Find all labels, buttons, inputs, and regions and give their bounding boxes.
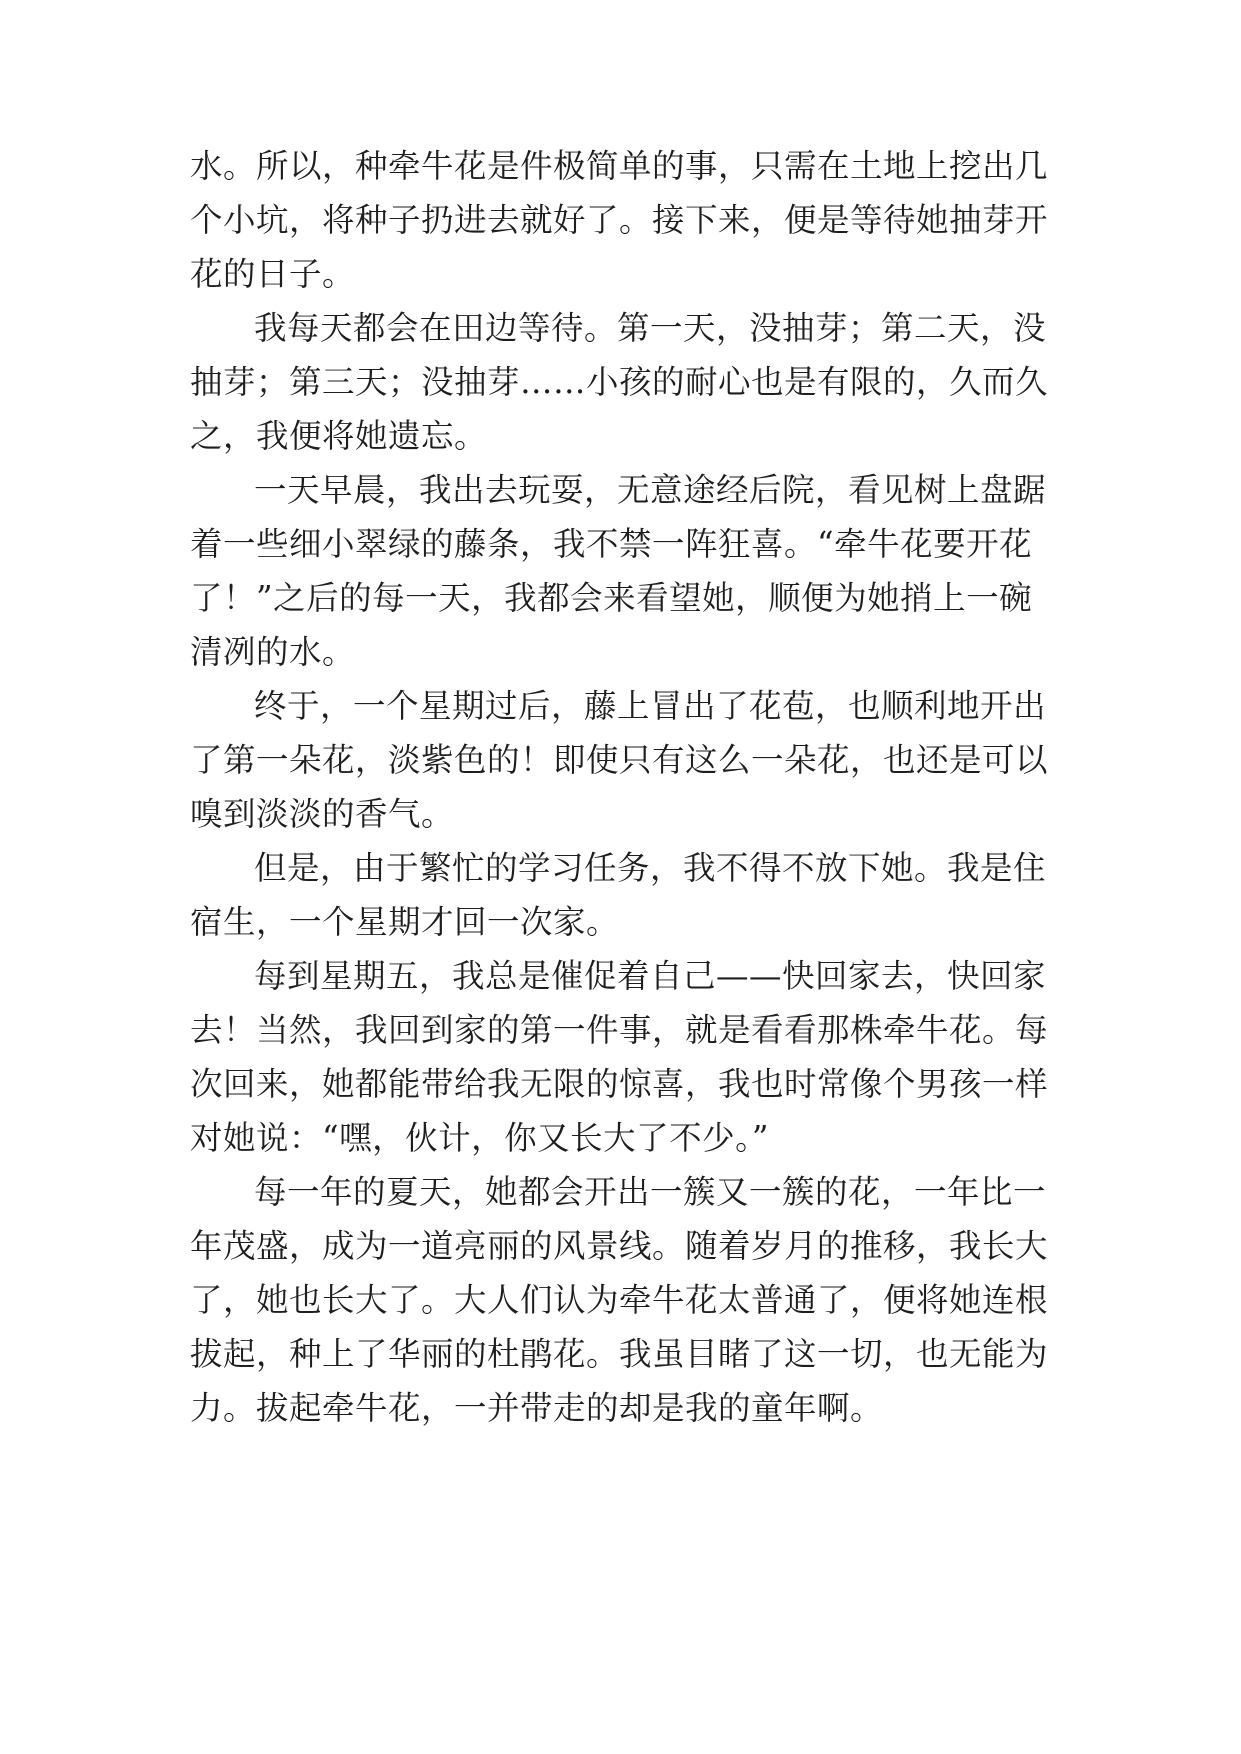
paragraph-first-line: 每一年的夏天，她都会开出一簇又一簇的花，一年比一 bbox=[254, 1173, 1047, 1211]
paragraph-first-line: 终于，一个星期过后，藤上冒出了花苞，也顺利地开出 bbox=[254, 687, 1047, 725]
text-line: 了，她也长大了。大人们认为牵牛花太普通了，便将她连根 bbox=[190, 1281, 1049, 1319]
paragraph-first-line: 我每天都会在田边等待。第一天，没抽芽；第二天，没 bbox=[254, 309, 1047, 347]
text-line: 对她说：“嘿，伙计，你又长大了不少。” bbox=[190, 1119, 769, 1157]
text-line: 宿生，一个星期才回一次家。 bbox=[190, 903, 620, 941]
text-line: 个小坑，将种子扔进去就好了。接下来，便是等待她抽芽开 bbox=[190, 201, 1049, 239]
text-line: 次回来，她都能带给我无限的惊喜，我也时常像个男孩一样 bbox=[190, 1065, 1049, 1103]
paragraph-first-line: 一天早晨，我出去玩耍，无意途经后院，看见树上盘踞 bbox=[254, 471, 1047, 509]
text-line: 嗅到淡淡的香气。 bbox=[190, 795, 455, 833]
text-line: 拔起，种上了华丽的杜鹃花。我虽目睹了这一切，也无能为 bbox=[190, 1335, 1049, 1373]
text-line: 水。所以，种牵牛花是件极简单的事，只需在土地上挖出几 bbox=[190, 147, 1049, 185]
text-line: 年茂盛，成为一道亮丽的风景线。随着岁月的推移，我长大 bbox=[190, 1227, 1049, 1265]
text-line: 了！”之后的每一天，我都会来看望她，顺便为她捎上一碗 bbox=[190, 579, 1033, 617]
text-line: 去！当然，我回到家的第一件事，就是看看那株牵牛花。每 bbox=[190, 1011, 1049, 1049]
text-line: 花的日子。 bbox=[190, 255, 356, 293]
text-line: 之，我便将她遗忘。 bbox=[190, 417, 488, 455]
text-line: 抽芽；第三天；没抽芽……小孩的耐心也是有限的，久而久 bbox=[190, 363, 1049, 401]
text-line: 着一些细小翠绿的藤条，我不禁一阵狂喜。“牵牛花要开花 bbox=[190, 525, 1033, 563]
paragraph-first-line: 每到星期五，我总是催促着自己——快回家去，快回家 bbox=[254, 957, 1047, 995]
text-line: 力。拔起牵牛花，一并带走的却是我的童年啊。 bbox=[190, 1389, 884, 1427]
text-line: 了第一朵花，淡紫色的！即使只有这么一朵花，也还是可以 bbox=[190, 741, 1049, 779]
text-line: 清冽的水。 bbox=[190, 633, 356, 671]
paragraph-first-line: 但是，由于繁忙的学习任务，我不得不放下她。我是住 bbox=[254, 849, 1047, 887]
